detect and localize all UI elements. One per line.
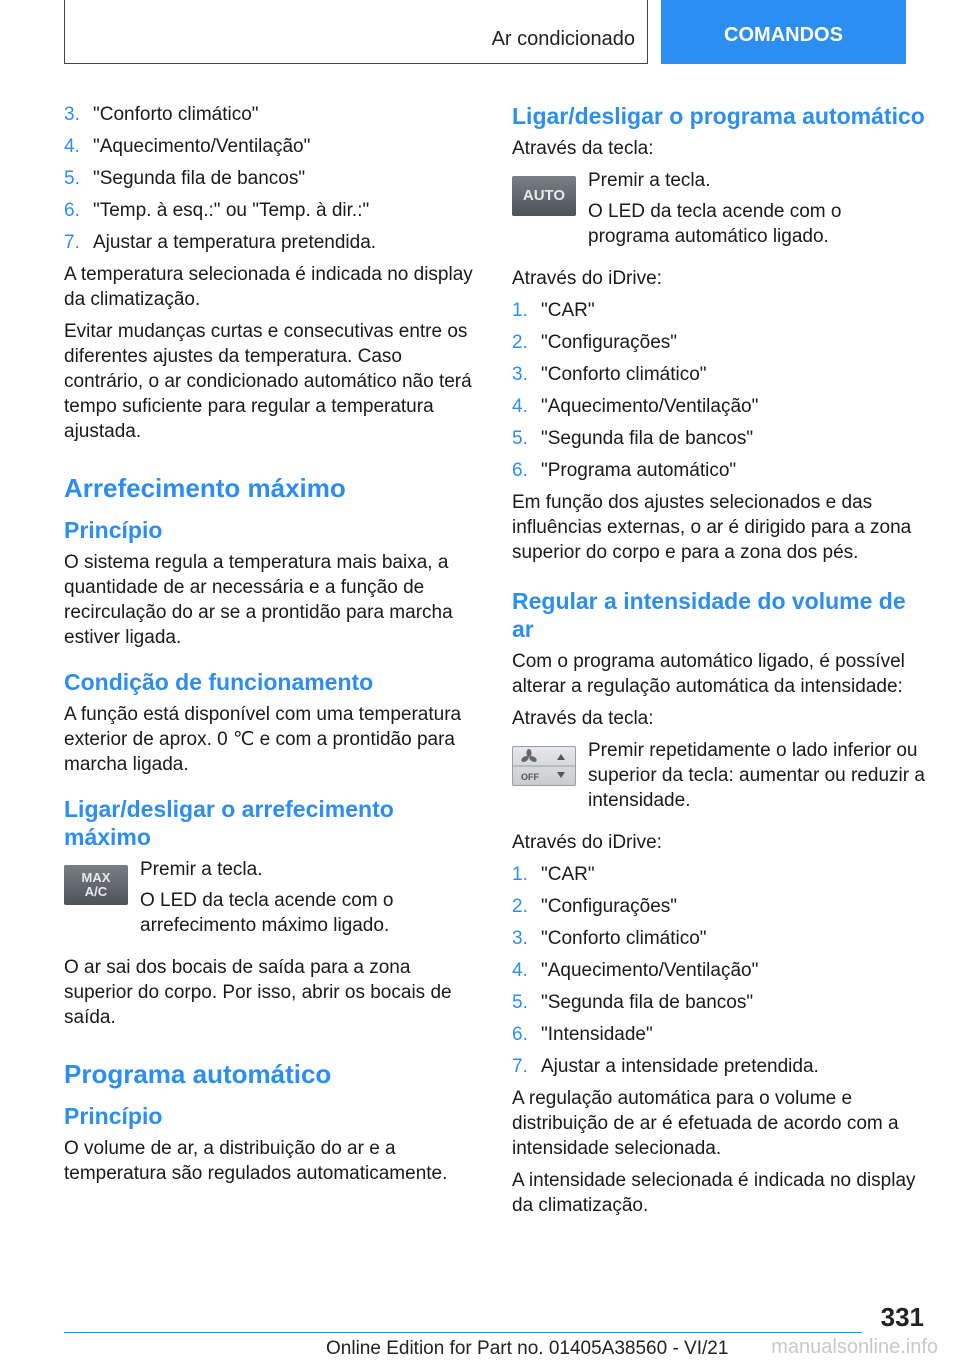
list-item-text: "Configurações" — [541, 896, 678, 917]
footer-edition: Online Edition for Part no. 01405A38560 - VI/21 — [326, 1338, 729, 1359]
paragraph: Com o programa automático ligado, é possível alterar a regulação automática da intensidade: — [512, 651, 905, 697]
list-item-text: Ajustar a intensidade pretendida. — [541, 1056, 819, 1077]
list-item-number: 5. — [512, 428, 528, 449]
paragraph: O sistema regula a temperatura mais baixa, a quantidade de ar necessária e a função de recirculação do ar se a prontidão para marcha estiver ligada. — [64, 552, 453, 648]
fan-key-icon — [512, 746, 576, 786]
fan-icon — [513, 747, 575, 785]
list-item — [512, 894, 928, 919]
list-item-number: 5. — [512, 992, 528, 1013]
header-tab-comandos[interactable]: COMANDOS — [661, 0, 906, 64]
list-item-text: "Configurações" — [541, 332, 678, 353]
list-item — [512, 394, 928, 419]
list-item-number: 4. — [64, 136, 80, 157]
list-item-text: "Temp. à esq.:" ou "Temp. à dir.:" — [93, 200, 370, 221]
fan-off-label: OFF — [521, 772, 539, 782]
left-column — [64, 102, 480, 1193]
list-item — [512, 926, 928, 951]
watermark: manualsonline.info — [771, 1336, 938, 1358]
list-item-number: 1. — [512, 864, 528, 885]
heading-ligar-programa: Ligar/desligar o programa automático — [512, 103, 925, 129]
paragraph: Evitar mudanças curtas e consecutivas entre os diferentes ajustes da temperatura. Caso contrário, o ar condicionado automático não terá tempo suficiente para regular a temperatura ajustada. — [64, 321, 472, 442]
max-ac-key-icon — [64, 865, 128, 905]
list-item-number: 4. — [512, 960, 528, 981]
list-item-text: "Segunda fila de bancos" — [93, 168, 306, 189]
list-item-number: 4. — [512, 396, 528, 417]
list-item-text: "Aquecimento/Ventilação" — [541, 396, 759, 417]
list-item-number: 7. — [512, 1056, 528, 1077]
paragraph: A função está disponível com uma temperatura exterior de aprox. 0 ℃ e com a prontidão para marcha ligada. — [64, 704, 462, 775]
list-item — [512, 1054, 928, 1079]
list-item-text: "Conforto climático" — [541, 928, 707, 949]
max-ac-key-label-1: MAX — [81, 870, 111, 885]
paragraph: O volume de ar, a distribuição do ar e a temperatura são regulados automaticamente. — [64, 1138, 448, 1184]
list-item-number: 7. — [64, 232, 80, 253]
list-item — [512, 362, 928, 387]
auto-instruction — [512, 168, 928, 249]
list-item-text: "Conforto climático" — [93, 104, 259, 125]
steps-list-auto-program — [512, 298, 928, 483]
list-item — [512, 298, 928, 323]
list-item — [512, 990, 928, 1015]
list-item-text: "Segunda fila de bancos" — [541, 428, 754, 449]
list-item-number: 3. — [512, 928, 528, 949]
list-item-text: "Aquecimento/Ventilação" — [93, 136, 311, 157]
list-item-text: "Programa automático" — [541, 460, 737, 481]
paragraph: A temperatura selecionada é indicada no display da climatização. — [64, 264, 473, 310]
paragraph: Premir repetidamente o lado inferior ou superior da tecla: aumentar ou reduzir a intensidade. — [588, 740, 925, 811]
paragraph: Em função dos ajustes selecionados e das influências externas, o ar é dirigido para a zona superior do corpo e para a zona dos pés. — [512, 492, 912, 563]
list-item-number: 6. — [512, 1024, 528, 1045]
list-item — [64, 230, 480, 255]
list-item-number: 2. — [512, 332, 528, 353]
steps-list-temperature — [64, 102, 480, 255]
fan-instruction — [512, 738, 928, 813]
list-item-number: 6. — [64, 200, 80, 221]
paragraph: O LED da tecla acende com o arrefecimento máximo ligado. — [140, 890, 394, 936]
list-item — [64, 102, 480, 127]
header-section-title: Ar condicionado — [491, 28, 635, 50]
steps-list-intensity — [512, 862, 928, 1079]
paragraph: Através da tecla: — [512, 708, 654, 729]
list-item — [512, 426, 928, 451]
list-item — [64, 166, 480, 191]
list-item — [512, 958, 928, 983]
list-item-text: "Aquecimento/Ventilação" — [541, 960, 759, 981]
list-item — [512, 458, 928, 483]
paragraph: Premir a tecla. — [140, 859, 263, 880]
paragraph: A regulação automática para o volume e distribuição de ar é efetuada de acordo com a intensidade selecionada. — [512, 1088, 899, 1159]
list-item-text: Ajustar a temperatura pretendida. — [93, 232, 377, 253]
heading-arrefecimento-maximo: Arrefecimento máximo — [64, 473, 346, 503]
heading-principio: Princípio — [64, 517, 163, 543]
heading-principio: Princípio — [64, 1103, 163, 1129]
list-item-number: 5. — [64, 168, 80, 189]
list-item — [512, 330, 928, 355]
list-item-text: "CAR" — [541, 300, 595, 321]
paragraph: O ar sai dos bocais de saída para a zona superior do corpo. Por isso, abrir os bocais de saída. — [64, 957, 452, 1028]
page-number: 331 — [880, 1302, 924, 1332]
list-item — [64, 198, 480, 223]
list-item-text: "Conforto climático" — [541, 364, 707, 385]
heading-ligar-arrefecimento: Ligar/desligar o arrefecimento máximo — [64, 796, 394, 850]
heading-regular-intensidade: Regular a intensidade do volume de ar — [512, 588, 906, 642]
list-item-text: "CAR" — [541, 864, 595, 885]
right-column — [512, 102, 928, 1225]
paragraph: Premir a tecla. — [588, 170, 711, 191]
list-item — [512, 862, 928, 887]
list-item-number: 3. — [64, 104, 80, 125]
list-item-number: 6. — [512, 460, 528, 481]
list-item-number: 3. — [512, 364, 528, 385]
max-ac-key-label-2: A/C — [84, 884, 108, 899]
list-item-number: 2. — [512, 896, 528, 917]
footer-divider — [64, 1332, 862, 1333]
list-item — [64, 134, 480, 159]
paragraph: Através da tecla: — [512, 138, 654, 159]
auto-key-icon — [512, 176, 576, 216]
list-item-text: "Intensidade" — [541, 1024, 653, 1045]
list-item-text: "Segunda fila de bancos" — [541, 992, 754, 1013]
list-item — [512, 1022, 928, 1047]
paragraph: A intensidade selecionada é indicada no display da climatização. — [512, 1170, 916, 1216]
heading-condicao: Condição de funcionamento — [64, 669, 374, 695]
list-item-number: 1. — [512, 300, 528, 321]
heading-programa-automatico: Programa automático — [64, 1059, 332, 1089]
paragraph: Através do iDrive: — [512, 832, 662, 853]
max-ac-instruction — [64, 857, 480, 938]
paragraph: O LED da tecla acende com o programa automático ligado. — [588, 201, 842, 247]
auto-key-label: AUTO — [522, 187, 566, 204]
paragraph: Através do iDrive: — [512, 268, 662, 289]
